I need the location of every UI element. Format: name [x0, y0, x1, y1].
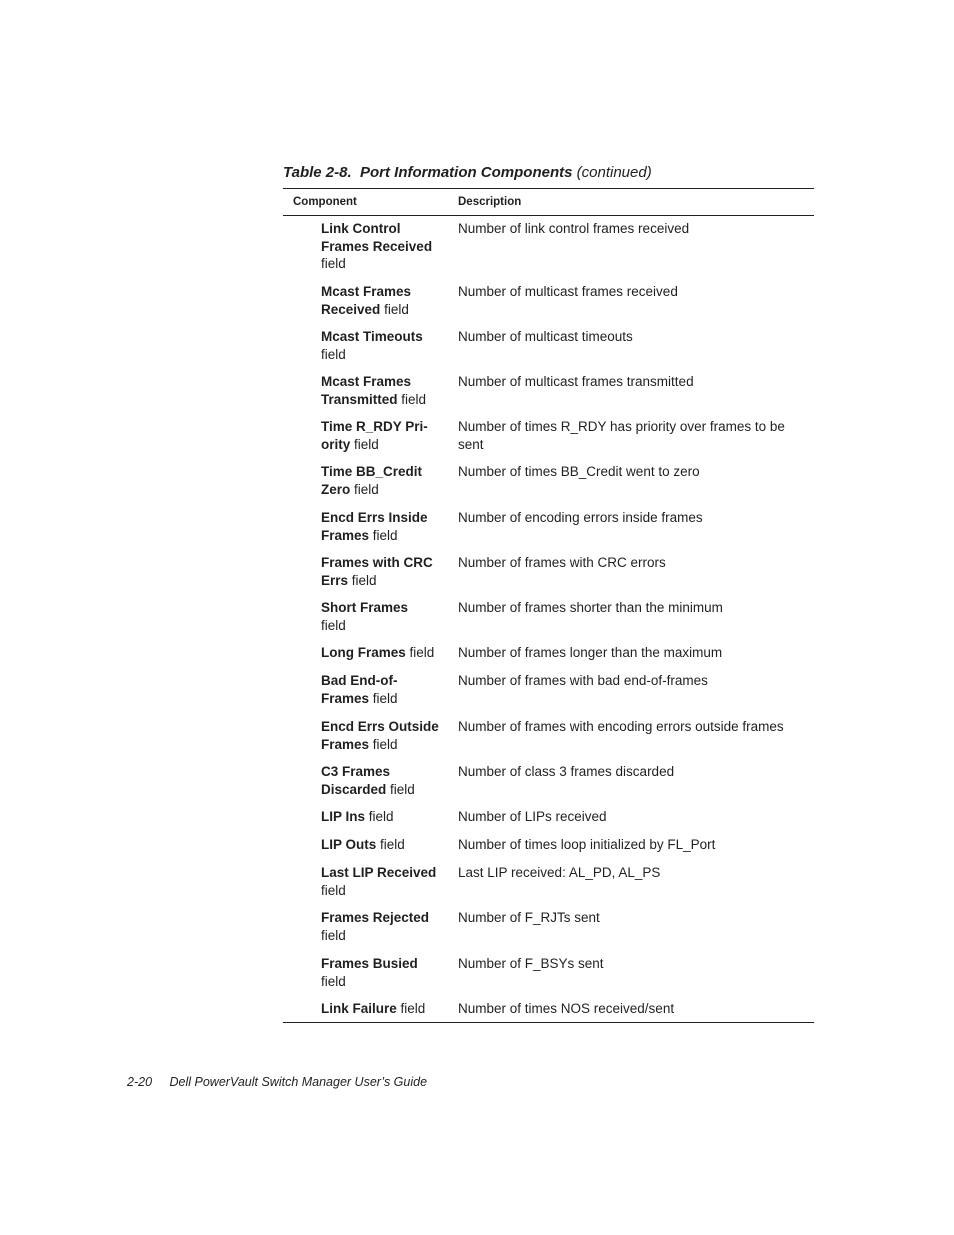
component-suffix: field — [321, 256, 346, 271]
table-title: Port Information Components — [359, 164, 573, 181]
component-suffix: field — [384, 301, 409, 317]
component-cell — [321, 599, 446, 634]
component-name: Last LIP Received — [321, 865, 437, 880]
component-suffix: field — [354, 481, 379, 497]
table-header-rule — [283, 215, 814, 216]
component-suffix: field — [321, 882, 346, 898]
description-cell: Number of frames shorter than the minimum — [458, 600, 723, 615]
description-cell: Number of multicast frames received — [458, 284, 678, 299]
component-suffix: field — [368, 809, 394, 824]
component-cell — [321, 763, 446, 798]
component-suffix: field — [321, 973, 346, 989]
table-continued: (continued) — [576, 164, 652, 181]
description-cell: Number of times BB_Credit went to zero — [458, 464, 700, 479]
component-name: Mcast Timeouts — [321, 329, 423, 344]
component-name: Encd Errs Inside Frames — [321, 510, 428, 543]
component-cell — [321, 418, 446, 453]
component-cell — [321, 1000, 446, 1018]
column-header-description: Description — [458, 196, 522, 208]
component-name: LIP Outs — [321, 837, 377, 852]
component-cell — [321, 955, 446, 990]
description-cell: Number of frames with encoding errors outside frames — [458, 719, 784, 734]
description-cell: Number of F_RJTs sent — [458, 910, 600, 925]
description-cell: Number of encoding errors inside frames — [458, 510, 703, 525]
column-header-component: Component — [293, 196, 357, 208]
component-suffix: field — [400, 1001, 426, 1016]
component-cell — [321, 672, 446, 707]
component-name: Mcast Frames Received — [321, 284, 412, 317]
component-suffix: field — [409, 645, 435, 660]
component-cell — [321, 328, 446, 363]
description-cell: Number of frames with bad end-of-frames — [458, 673, 708, 688]
description-cell: Number of F_BSYs sent — [458, 956, 604, 971]
component-name: Encd Errs Outside Frames — [321, 719, 439, 752]
component-cell — [321, 509, 446, 544]
table-top-rule — [283, 188, 814, 189]
component-cell — [321, 644, 446, 662]
component-cell — [321, 909, 446, 944]
component-name: LIP Ins — [321, 809, 366, 824]
component-name: Time BB_Credit Zero — [321, 464, 423, 497]
description-cell: Number of class 3 frames discarded — [458, 764, 675, 779]
component-name: Mcast Frames Transmitted — [321, 374, 412, 407]
description-cell: Number of times R_RDY has priority over frames to be sent — [458, 419, 785, 452]
page-footer — [127, 1074, 427, 1091]
component-suffix: field — [351, 572, 377, 588]
component-cell — [321, 283, 446, 318]
component-cell — [321, 554, 446, 589]
description-cell: Number of LIPs received — [458, 809, 607, 824]
component-suffix: field — [372, 690, 398, 706]
component-suffix: field — [372, 527, 398, 543]
table-bottom-rule — [283, 1022, 814, 1023]
description-cell: Number of multicast timeouts — [458, 329, 633, 344]
component-cell — [321, 718, 446, 753]
description-cell: Number of frames longer than the maximum — [458, 645, 723, 660]
component-cell — [321, 808, 446, 826]
component-cell — [321, 373, 446, 408]
component-name: Link Failure — [321, 1001, 397, 1016]
component-name: Frames with CRC Errs — [321, 555, 433, 588]
description-cell: Number of multicast frames transmitted — [458, 374, 694, 389]
component-suffix: field — [401, 391, 427, 407]
table-caption — [283, 163, 814, 183]
page-number: 2-20 — [127, 1075, 153, 1089]
description-cell: Last LIP received: AL_PD, AL_PS — [458, 865, 661, 880]
description-cell: Number of times loop initialized by FL_Port — [458, 837, 716, 852]
table-label: Table 2-8. — [283, 164, 352, 181]
description-cell: Number of link control frames received — [458, 221, 690, 236]
document-title: Dell PowerVault Switch Manager User’s Guide — [169, 1075, 428, 1089]
component-suffix: field — [321, 927, 346, 943]
component-cell — [321, 864, 446, 899]
component-name: Frames Rejected — [321, 910, 430, 925]
component-cell — [321, 220, 446, 273]
component-cell — [321, 463, 446, 498]
component-name: Link Control Frames Received — [321, 221, 433, 254]
component-suffix: field — [321, 617, 346, 633]
description-cell: Number of frames with CRC errors — [458, 555, 666, 570]
component-name: Long Frames — [321, 645, 406, 660]
component-name: C3 Frames Discarded — [321, 764, 391, 797]
component-suffix: field — [390, 781, 415, 797]
component-suffix: field — [321, 346, 346, 362]
component-name: Frames Busied — [321, 956, 418, 971]
component-cell — [321, 836, 446, 854]
component-suffix: field — [380, 837, 405, 852]
description-cell: Number of times NOS received/sent — [458, 1001, 675, 1016]
component-suffix: field — [372, 736, 398, 752]
component-suffix: field — [354, 436, 379, 452]
component-name: Time R_RDY Pri- ority — [321, 419, 428, 452]
component-name: Short Frames — [321, 600, 409, 615]
component-name: Bad End-of- Frames — [321, 673, 398, 706]
